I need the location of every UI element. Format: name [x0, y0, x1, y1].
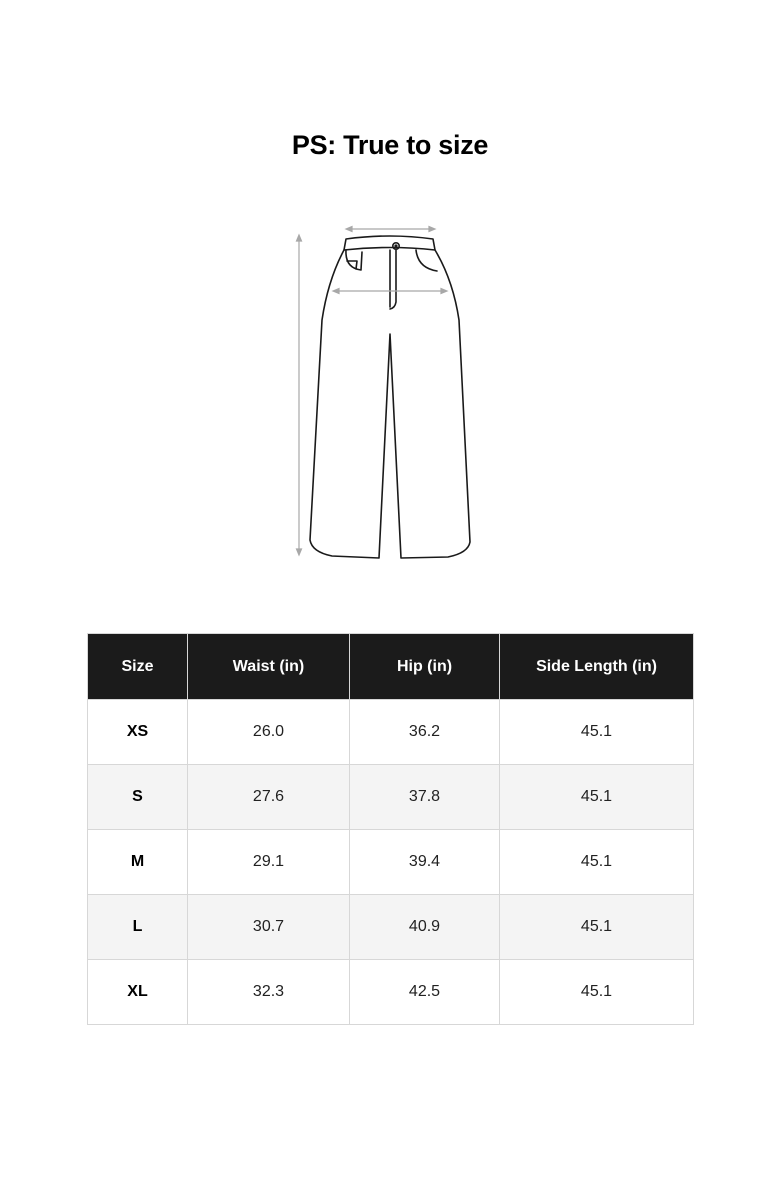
size-cell: S	[88, 765, 188, 830]
waist-cell: 29.1	[188, 830, 350, 895]
pants-outline-icon	[290, 222, 480, 567]
hip-cell: 40.9	[350, 895, 500, 960]
waist-cell: 26.0	[188, 700, 350, 765]
header-hip: Hip (in)	[350, 634, 500, 700]
side-length-cell: 45.1	[500, 830, 694, 895]
size-cell: L	[88, 895, 188, 960]
header-side-length: Side Length (in)	[500, 634, 694, 700]
table-row	[88, 895, 694, 960]
table-row	[88, 960, 694, 1025]
waist-cell: 32.3	[188, 960, 350, 1025]
table-row	[88, 700, 694, 765]
waist-measure-line	[346, 227, 435, 232]
size-chart-table	[87, 633, 694, 1025]
table-row	[88, 830, 694, 895]
size-cell: XL	[88, 960, 188, 1025]
side-length-measure-line	[297, 235, 302, 555]
hip-cell: 39.4	[350, 830, 500, 895]
side-length-cell: 45.1	[500, 960, 694, 1025]
hip-cell: 37.8	[350, 765, 500, 830]
side-length-cell: 45.1	[500, 765, 694, 830]
header-waist: Waist (in)	[188, 634, 350, 700]
hip-cell: 42.5	[350, 960, 500, 1025]
header-size: Size	[88, 634, 188, 700]
table-row	[88, 765, 694, 830]
right-pocket	[416, 250, 437, 271]
hip-cell: 36.2	[350, 700, 500, 765]
page-title: PS: True to size	[291, 130, 489, 160]
size-cell: XS	[88, 700, 188, 765]
table-header-row	[88, 634, 694, 700]
side-length-cell: 45.1	[500, 700, 694, 765]
pants-illustration	[290, 222, 480, 567]
left-pocket	[346, 250, 362, 270]
size-cell: M	[88, 830, 188, 895]
waistband	[344, 236, 435, 250]
waist-cell: 27.6	[188, 765, 350, 830]
side-length-cell: 45.1	[500, 895, 694, 960]
waist-cell: 30.7	[188, 895, 350, 960]
